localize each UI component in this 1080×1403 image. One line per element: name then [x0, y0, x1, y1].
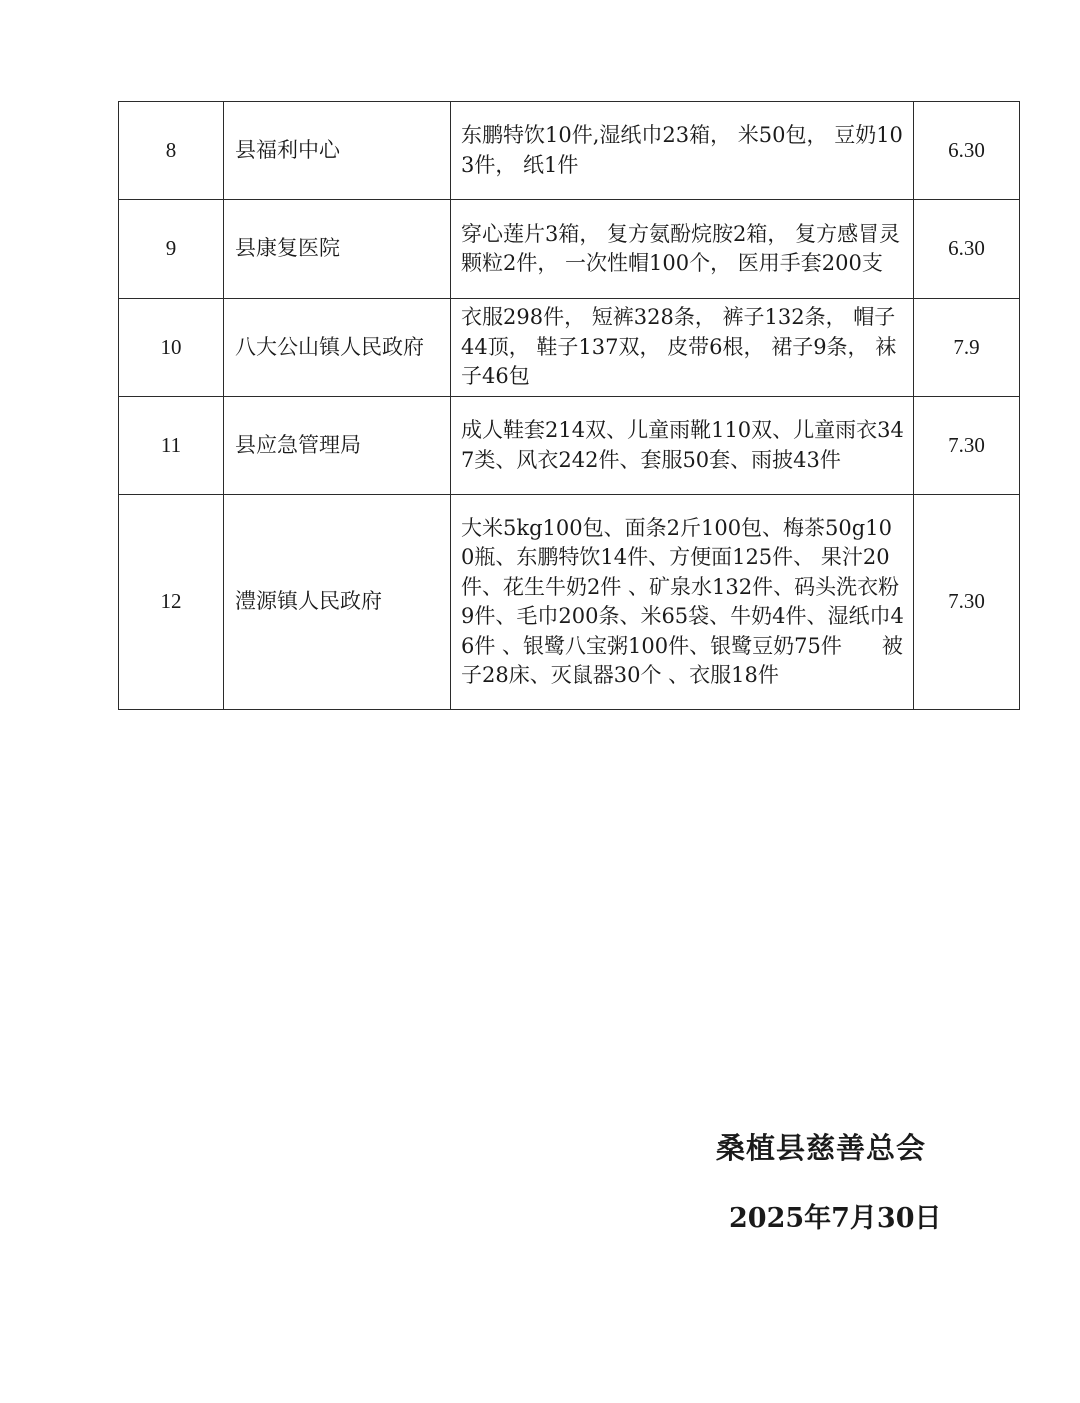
recipient-name: 县福利中心 — [224, 102, 451, 200]
donated-items: 东鹏特饮10件,湿纸巾23箱， 米50包， 豆奶103件， 纸1件 — [451, 102, 914, 200]
recipient-name: 澧源镇人民政府 — [224, 495, 451, 710]
donation-date: 6.30 — [914, 102, 1020, 200]
row-number: 12 — [119, 495, 224, 710]
row-number: 10 — [119, 299, 224, 397]
donation-table — [118, 101, 1020, 710]
recipient-name: 八大公山镇人民政府 — [224, 299, 451, 397]
table-row — [119, 397, 1020, 495]
signing-date: 2025年7月30日 — [729, 1203, 942, 1234]
row-number: 8 — [119, 102, 224, 200]
row-number: 11 — [119, 397, 224, 495]
donated-items: 大米5kg100包、面条2斤100包、梅茶50g100瓶、东鹏特饮14件、方便面125件、 果汁20件、花生牛奶2件 、矿泉水132件、码头洗衣粉9件、毛巾200条、米65袋、牛奶4件、湿纸巾46件 、银鹭八宝粥100件、银鹭豆奶75件 被子28床、灭鼠器30个 、衣服18件 — [451, 495, 914, 710]
signing-organization: 桑植县慈善总会 — [716, 1131, 927, 1165]
donation-date: 7.30 — [914, 397, 1020, 495]
table-row — [119, 495, 1020, 710]
recipient-name: 县应急管理局 — [224, 397, 451, 495]
table-row — [119, 102, 1020, 200]
table-row — [119, 200, 1020, 299]
table-row — [119, 299, 1020, 397]
donated-items: 衣服298件， 短裤328条， 裤子132条， 帽子44顶， 鞋子137双， 皮带6根， 裙子9条， 袜子46包 — [451, 299, 914, 397]
donation-date: 6.30 — [914, 200, 1020, 299]
donation-date: 7.30 — [914, 495, 1020, 710]
donated-items: 成人鞋套214双、儿童雨靴110双、儿童雨衣347类、风衣242件、套服50套、雨披43件 — [451, 397, 914, 495]
donated-items: 穿心莲片3箱， 复方氨酚烷胺2箱， 复方感冒灵颗粒2件， 一次性帽100个， 医用手套200支 — [451, 200, 914, 299]
donation-date: 7.9 — [914, 299, 1020, 397]
recipient-name: 县康复医院 — [224, 200, 451, 299]
row-number: 9 — [119, 200, 224, 299]
